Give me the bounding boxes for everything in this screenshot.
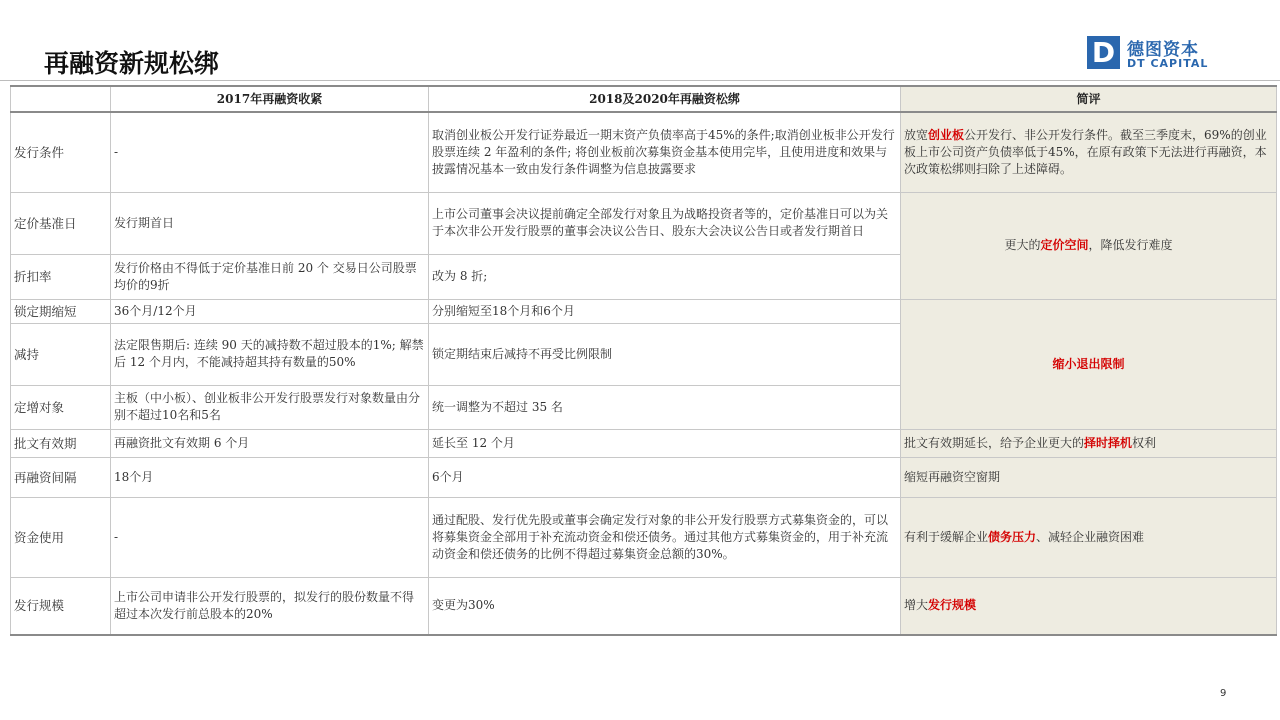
- row-label: 定增对象: [11, 385, 111, 429]
- header-item: [11, 86, 111, 112]
- cell-2017: -: [111, 112, 429, 192]
- cell-comment: [901, 497, 1277, 577]
- cell-2018-2020: 分别缩短至18个月和6个月: [429, 299, 901, 323]
- cell-2017: 18个月: [111, 457, 429, 497]
- table-header-row: [11, 86, 1277, 112]
- row-label: 资金使用: [11, 497, 111, 577]
- row-label: 折扣率: [11, 254, 111, 299]
- logo-name-cn: 德图资本: [1127, 40, 1199, 60]
- table-row: [11, 457, 1277, 497]
- row-label: 发行规模: [11, 577, 111, 635]
- cell-2017: -: [111, 497, 429, 577]
- cell-2017: 上市公司申请非公开发行股票的，拟发行的股份数量不得超过本次发行前总股本的20%: [111, 577, 429, 635]
- comment-text: ，降低发行难度: [1088, 238, 1173, 252]
- cell-2018-2020: 通过配股、发行优先股或董事会确定发行对象的非公开发行股票方式募集资金的，可以将募集资金全部用于补充流动资金和偿还债务。通过其他方式募集资金的，用于补充流动资金和偿还债务的比例不得超过募集资金总额的30%。: [429, 497, 901, 577]
- cell-comment: [901, 577, 1277, 635]
- cell-2018-2020: 锁定期结束后减持不再受比例限制: [429, 323, 901, 385]
- comment-text: 批文有效期延长，给予企业更大的: [904, 435, 1085, 450]
- table-row: [11, 299, 1277, 323]
- cell-2018-2020: 统一调整为不超过 35 名: [429, 385, 901, 429]
- company-logo: [1087, 36, 1217, 72]
- row-label: 批文有效期: [11, 429, 111, 457]
- comment-text: 、减轻企业融资困难: [1036, 529, 1145, 544]
- cell-2018-2020: 变更为30%: [429, 577, 901, 635]
- cell-2018-2020: 改为 8 折;: [429, 254, 901, 299]
- comment-text: 增大: [904, 598, 929, 613]
- comment-text: 放宽: [904, 127, 929, 142]
- logo-name-en: DT CAPITAL: [1127, 57, 1209, 70]
- page-number: 9: [1220, 688, 1227, 699]
- comment-highlight: 定价空间: [1040, 238, 1089, 252]
- cell-comment-merged-pricing: [901, 192, 1277, 299]
- table-row: [11, 577, 1277, 635]
- row-label: 减持: [11, 323, 111, 385]
- comment-highlight: 发行规模: [928, 598, 977, 613]
- comment-highlight: 缩小退出限制: [1052, 356, 1125, 371]
- page-title: 再融资新规松绑: [44, 49, 220, 78]
- cell-2017: 发行价格由不得低于定价基准日前 20 个 交易日公司股票均价的9折: [111, 254, 429, 299]
- comment-text: 缩短再融资空窗期: [904, 469, 1001, 484]
- header-2017: 2017年再融资收紧: [111, 86, 429, 112]
- row-label: 定价基准日: [11, 192, 111, 254]
- comment-text: 权利: [1132, 435, 1157, 450]
- cell-2017: 主板（中小板）、创业板非公开发行股票发行对象数量由分别不超过10名和5名: [111, 385, 429, 429]
- logo-letter: D: [1087, 36, 1120, 69]
- comment-highlight: 创业板: [928, 127, 965, 142]
- cell-2018-2020: 上市公司董事会决议提前确定全部发行对象且为战略投资者等的，定价基准日可以为关于本次非公开发行股票的董事会决议公告日、股东大会决议公告日或者发行期首日: [429, 192, 901, 254]
- cell-comment: [901, 457, 1277, 497]
- cell-2018-2020: 取消创业板公开发行证券最近一期末资产负债率高于45%的条件;取消创业板非公开发行股票连续 2 年盈利的条件; 将创业板前次募集资金基本使用完毕，且使用进度和效果与披露情况基本一致由发行条件调整为信息披露要求: [429, 112, 901, 192]
- row-label: 锁定期缩短: [11, 299, 111, 323]
- table-row: [11, 497, 1277, 577]
- row-label: 再融资间隔: [11, 457, 111, 497]
- comment-text: 公开发行、非公开发行条件。截至三季度末，69%的创业板上市公司资产负债率低于45%，在原有政策下无法进行再融资，本次政策松绑则扫除了上述障碍。: [904, 127, 1267, 176]
- row-label: 发行条件: [11, 112, 111, 192]
- table-row: [11, 192, 1277, 254]
- comment-highlight: 择时择机: [1084, 435, 1133, 450]
- cell-2018-2020: 6个月: [429, 457, 901, 497]
- header-divider: [0, 80, 1280, 81]
- cell-2018-2020: 延长至 12 个月: [429, 429, 901, 457]
- header-comment: 简评: [901, 86, 1277, 112]
- refinancing-comparison-table: [10, 85, 1277, 636]
- cell-2017: 发行期首日: [111, 192, 429, 254]
- comment-text: 有利于缓解企业: [904, 529, 989, 544]
- cell-comment-merged-exit: [901, 299, 1277, 429]
- comment-highlight: 债务压力: [988, 529, 1037, 544]
- table-row: [11, 112, 1277, 192]
- table-row: [11, 429, 1277, 457]
- cell-2017: 法定限售期后: 连续 90 天的减持数不超过股本的1%; 解禁后 12 个月内，不能减持超其持有数量的50%: [111, 323, 429, 385]
- cell-2017: 36个月/12个月: [111, 299, 429, 323]
- cell-2017: 再融资批文有效期 6 个月: [111, 429, 429, 457]
- cell-comment: [901, 429, 1277, 457]
- cell-comment: [901, 112, 1277, 192]
- header-2018-2020: 2018及2020年再融资松绑: [429, 86, 901, 112]
- comment-text: 更大的: [1004, 238, 1041, 252]
